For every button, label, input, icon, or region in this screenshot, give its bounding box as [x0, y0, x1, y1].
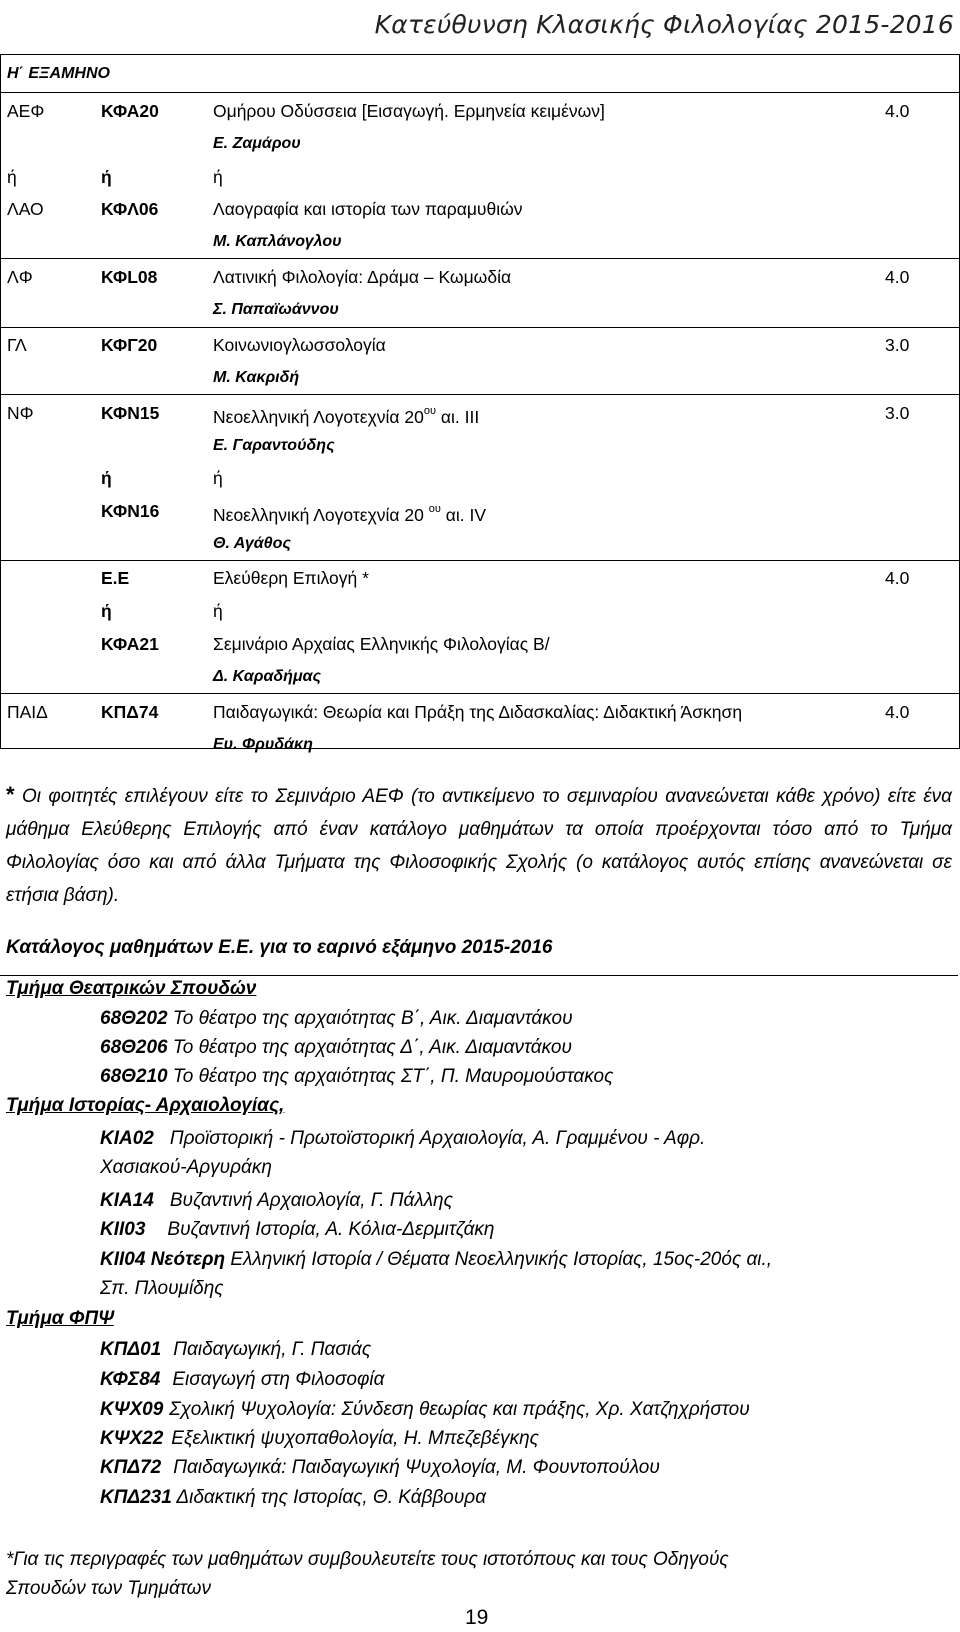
area-code: ΠΑΙΔ — [7, 702, 48, 722]
list-item: ΚΨΧ09 Σχολική Ψυχολογία: Σύνδεση θεωρίας και πράξης, Χρ. Χατζηχρήστου — [100, 1399, 750, 1420]
course-code: ΚΦΑ21 — [101, 634, 159, 654]
list-item-continuation: Σπ. Πλουμίδης — [100, 1278, 224, 1299]
catalog-rule — [0, 975, 958, 976]
footnote — [6, 1545, 729, 1603]
or-label: ή — [7, 167, 17, 187]
credits: 3.0 — [885, 335, 910, 355]
course-title: Ελεύθερη Επιλογή * — [213, 568, 369, 588]
area-code: ΑΕΦ — [7, 101, 45, 121]
or-label: ή — [101, 167, 112, 187]
semester-label: Η΄ ΕΞΑΜΗΝΟ — [7, 65, 110, 82]
or-label: ή — [101, 468, 112, 488]
list-item: ΚΙΙ03 Βυζαντινή Ιστορία, Α. Κόλια-Δερμιτζάκη — [100, 1219, 495, 1240]
list-item: 68Θ202 Το θέατρο της αρχαιότητας Β΄, Αικ. Διαμαντάκου — [100, 1008, 573, 1029]
area-code: ΓΛ — [7, 335, 27, 355]
table-divider — [1, 92, 959, 93]
list-item: 68Θ210 Το θέατρο της αρχαιότητας ΣΤ΄, Π. Μαυρομούστακος — [100, 1066, 614, 1087]
course-code: ΚΦΝ16 — [101, 501, 160, 521]
or-label: ή — [101, 601, 112, 621]
course-code: ΚΦL08 — [101, 267, 158, 287]
page-header-title: Κατεύθυνση Κλασικής Φιλολογίας 2015-2016 — [374, 10, 954, 39]
professor-name: Ε. Ζαμάρου — [213, 135, 301, 152]
professor-name: Ευ. Φρυδάκη — [213, 736, 313, 753]
page-number: 19 — [465, 1606, 489, 1629]
area-code: ΝΦ — [7, 403, 34, 423]
footnote-line: *Για τις περιγραφές των μαθημάτων συμβουλευτείτε τους ιστοτόπους και τους Οδηγούς — [6, 1549, 729, 1570]
dept-theatre: Τμήμα Θεατρικών Σπουδών — [6, 978, 257, 999]
professor-name: Μ. Καπλάνογλου — [213, 233, 342, 250]
list-item-continuation: Χασιακού-Αργυράκη — [100, 1157, 272, 1178]
or-label: ή — [213, 167, 223, 187]
list-item: ΚΠΔ01 Παιδαγωγική, Γ. Πασιάς — [100, 1339, 372, 1360]
credits: 4.0 — [885, 702, 910, 722]
list-item: ΚΠΔ231 Διδακτική της Ιστορίας, Θ. Κάββουρα — [100, 1487, 487, 1508]
footnote-line: Σπουδών των Τμημάτων — [6, 1578, 211, 1599]
list-item: ΚΠΔ72 Παιδαγωγικά: Παιδαγωγική Ψυχολογία, Μ. Φουντοπούλου — [100, 1457, 660, 1478]
semester-course-table — [0, 54, 960, 753]
course-code: ΚΠΔ74 — [101, 702, 159, 722]
course-code: ΚΦΑ20 — [101, 101, 159, 121]
list-item: 68Θ206 Το θέατρο της αρχαιότητας Δ΄, Αικ. Διαμαντάκου — [100, 1037, 572, 1058]
course-code: Ε.Ε — [101, 568, 130, 588]
credits: 4.0 — [885, 568, 910, 588]
list-item: ΚΙΑ02 Προϊστορική - Πρωτοϊστορική Αρχαιολογία, Α. Γραμμένου - Αφρ. — [100, 1128, 706, 1149]
professor-name: Σ. Παπαϊωάννου — [213, 301, 339, 318]
course-code: ΚΦΛ06 — [101, 199, 159, 219]
course-title: Νεοελληνική Λογοτεχνία $20^{o\upsilon}$ αι. ΙΙΙ — [213, 405, 480, 427]
course-title: Λαογραφία και ιστορία των παραμυθιών — [213, 199, 523, 219]
area-code: ΛΦ — [7, 267, 33, 287]
professor-name: Ε. Γαραντούδης — [213, 437, 335, 454]
area-code: ΛΑΟ — [7, 199, 44, 219]
dept-history: Τμήμα Ιστορίας- Αρχαιολογίας, — [6, 1095, 285, 1116]
credits: 4.0 — [885, 101, 910, 121]
professor-name: Θ. Αγάθος — [213, 535, 291, 552]
or-label: ή — [213, 468, 223, 488]
course-title: Ομήρου Οδύσσεια [Εισαγωγή. Ερμηνεία κειμένων] — [213, 101, 605, 121]
course-title: Παιδαγωγικά: Θεωρία και Πράξη της Διδασκαλίας: Διδακτική Άσκηση — [213, 702, 743, 722]
list-item: ΚΙΙ04 Νεότερη Ελληνική Ιστορία / Θέματα Νεοελληνικής Ιστορίας, 15ος-20ός αι., — [100, 1249, 773, 1270]
table-divider — [1, 327, 959, 328]
course-title: Σεμινάριο Αρχαίας Ελληνικής Φιλολογίας Β/ — [213, 634, 550, 654]
course-code: ΚΦΓ20 — [101, 335, 158, 355]
list-item: ΚΙΑ14 Βυζαντινή Αρχαιολογία, Γ. Πάλλης — [100, 1190, 453, 1211]
course-title: Λατινική Φιλολογία: Δράμα – Κωμωδία — [213, 267, 512, 287]
professor-name: Μ. Κακριδή — [213, 369, 300, 386]
table-divider — [1, 394, 959, 395]
or-label: ή — [213, 601, 223, 621]
list-item: ΚΨΧ22 Εξελικτική ψυχοπαθολογία, Η. Μπεζεβέγκης — [100, 1428, 539, 1449]
credits: 3.0 — [885, 403, 910, 423]
list-item: ΚΦΣ84 Εισαγωγή στη Φιλοσοφία — [100, 1369, 385, 1390]
table-divider — [1, 560, 959, 561]
credits: 4.0 — [885, 267, 910, 287]
table-divider — [1, 258, 959, 259]
table-divider — [1, 693, 959, 694]
course-code: ΚΦΝ15 — [101, 403, 160, 423]
course-title: Κοινωνιογλωσσολογία — [213, 335, 386, 355]
professor-name: Δ. Καραδήμας — [213, 668, 322, 685]
course-title: Νεοελληνική Λογοτεχνία 20 $^{o\upsilon}$ αι. IV — [213, 503, 487, 525]
dept-fpps: Τμήμα ΦΠΨ — [6, 1308, 114, 1329]
catalog-title: Κατάλογος μαθημάτων Ε.Ε. για το εαρινό εξάμηνο 2015-2016 — [6, 937, 553, 958]
elective-note: * Οι φοιτητές επιλέγουν είτε το Σεμινάριο ΑΕΦ (το αντικείμενο το σεμιναρίου ανανεώνεται κάθε χρόνο) είτε ένα μάθημα Ελεύθερης Επιλογής από έναν κατάλογο μαθημάτων τα οποία προέρχονται τόσο από το Τμήμα Φιλολογίας όσο και από άλλα Τμήματα της Φιλοσοφικής Σχολής (ο κατάλογος αυτός επίσης ανανεώνεται σε ετήσια βάση). — [6, 782, 952, 906]
